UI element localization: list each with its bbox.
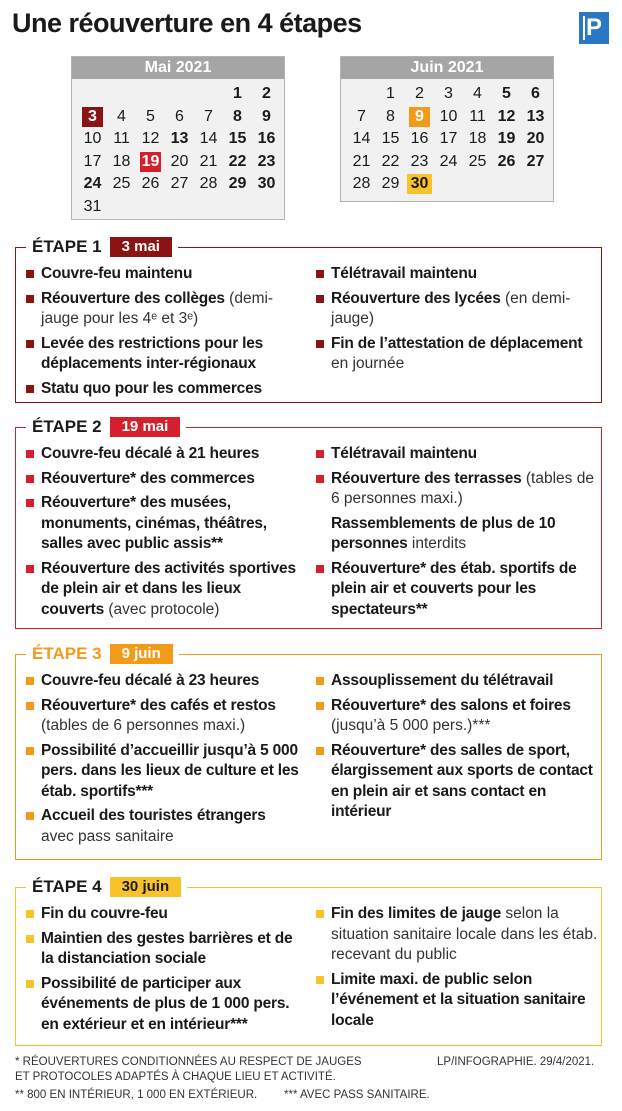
bullet-square-icon [316,295,324,303]
step-item [316,289,601,330]
calendar-day: 5 [502,85,511,102]
calendar-day: 25 [112,175,131,192]
step-item [316,264,601,285]
step-item-text: Statu quo pour les commerces [41,379,262,397]
step-label: ÉTAPE 2 [32,417,102,436]
step-4-box [15,877,602,1046]
step-item-note: (demi-jauge pour les 4ᵉ et 3ᵉ) [41,289,274,327]
credit: LP/INFOGRAPHIE. 29/4/2021. [437,1056,595,1068]
calendar-day: 20 [526,130,545,147]
step-label: ÉTAPE 1 [32,237,102,256]
calendar-day [492,173,521,196]
step-item [26,493,301,555]
step-item [316,671,601,692]
step-item-text: Réouverture des lycées [331,289,501,307]
step-item [316,904,601,966]
step-right-column [316,444,601,624]
calendar-day [107,83,136,106]
step-item-text: Réouverture* des cafés et restos [41,696,276,714]
calendar-day: 31 [83,197,102,215]
step-item [26,904,301,925]
calendar-day: 9 [262,107,271,125]
step-right-column [316,904,601,1035]
step-item-text: Télétravail maintenu [331,445,477,462]
calendar-day: 15 [228,130,247,147]
step-item-text: Couvre-feu décalé à 21 heures [41,445,260,462]
calendar-day [78,83,107,106]
step-item-text: Fin du couvre-feu [41,905,168,922]
calendar-day: 24 [83,175,102,192]
bullet-square-icon [26,910,34,918]
calendar-day: 5 [146,107,155,125]
step-item-note: (en demi-jauge) [331,289,571,327]
calendar-day: 11 [469,107,486,125]
step-date: 9 juin [110,644,173,664]
calendar-day: 4 [473,85,482,102]
step-date: 3 mai [110,237,172,257]
step-item [26,806,301,847]
calendar-day: 6 [175,107,184,125]
calendar-day: 6 [531,85,540,102]
calendar-day: 13 [170,130,189,147]
calendar-day: 17 [83,152,102,170]
step-item-text: Limite maxi. de public selon l’événement et la situation sanitaire locale [331,970,586,1029]
step-item-note: avec pass sanitaire [41,827,174,845]
bullet-square-icon [26,499,34,507]
step-item [316,970,601,1032]
calendar-day: 24 [439,152,458,170]
bullet-square-icon [26,702,34,710]
bullet-square-icon [26,747,34,755]
calendar-day [165,196,194,219]
step-date: 19 mai [110,417,181,437]
step-item-note: (tables de 6 personnes maxi.) [331,469,594,507]
step-item-text: Réouverture des collèges [41,289,225,307]
calendar-day: 17 [439,130,458,147]
calendar-day: 1 [233,85,242,102]
calendar-day: 14 [199,130,218,147]
bullet-square-icon [26,270,34,278]
bullet-square-icon [316,450,324,458]
calendar-day: 23 [410,152,429,170]
calendar-day [136,83,165,106]
step-left-column [26,264,301,403]
calendar-day: 10 [439,107,458,125]
calendar-day [194,196,223,219]
step-item-text: Possibilité de participer aux événements de plus de 1 000 pers. en extérieur et en intérieur*** [41,974,290,1033]
calendar-day: 3 [82,107,103,127]
step-item-text: Réouverture* des étab. sportifs de plein air et couverts pour les spectateurs** [331,559,577,618]
calendar-day: 12 [497,107,516,125]
bullet-square-icon [316,340,324,348]
calendar-day: 2 [415,85,424,102]
step-item-text: Levée des restrictions pour les déplacements inter-régionaux [41,334,264,372]
calendar-day: 4 [117,107,126,125]
calendar-day: 2 [262,85,271,102]
calendar-day: 25 [468,152,487,170]
calendar-day: 22 [381,152,400,170]
calendar-day: 29 [381,175,400,192]
step-item-text: Fin des limites de jauge [331,905,502,922]
page-title: Une réouverture en 4 étapes [12,8,362,38]
bullet-square-icon [316,747,324,755]
calendar-day: 27 [526,152,545,170]
step-title [26,876,187,898]
calendar-day: 3 [444,85,453,102]
calendar-day: 7 [204,107,213,125]
bullet-square-icon [26,812,34,820]
step-item [316,469,601,510]
calendar-grid [72,79,284,218]
step-item-text: Réouverture* des musées, monuments, cinémas, théâtres, salles avec public assis** [41,494,267,552]
step-item [26,264,301,285]
bullet-square-icon [26,935,34,943]
step-item [316,696,601,737]
calendar-day: 30 [407,174,432,194]
step-item [26,671,301,692]
bullet-square-icon [316,976,324,984]
calendar-day: 7 [357,107,366,125]
publisher-logo: P [579,12,609,44]
calendar-day: 14 [352,130,371,147]
calendar-day: 9 [409,107,430,127]
footnote-3: ** 800 EN INTÉRIEUR, 1 000 EN EXTÉRIEUR. [15,1089,258,1101]
calendar-day [463,173,492,196]
bullet-square-icon [26,450,34,458]
step-item-text: Couvre-feu maintenu [41,265,193,282]
calendar-day: 19 [141,152,160,170]
calendar-day: 21 [352,152,371,170]
calendar-day: 11 [113,130,130,147]
step-item-text: Télétravail maintenu [331,265,477,282]
calendar-day: 16 [410,130,429,147]
step-item-note: (jusqu’à 5 000 pers.)*** [331,717,491,734]
step-item-note: (avec protocole) [108,600,220,618]
calendar-day [223,196,252,219]
step-left-column [26,671,301,851]
calendar-day: 30 [257,175,276,192]
calendar-day [434,173,463,196]
calendar-day [252,196,281,219]
calendar-day: 15 [381,130,400,147]
calendar-day: 8 [233,107,242,125]
calendar-day: 10 [83,130,102,147]
footnote-4: *** AVEC PASS SANITAIRE. [284,1089,430,1101]
calendar-day: 29 [228,175,247,192]
step-date: 30 juin [110,877,182,897]
calendar-day [521,173,550,196]
bullet-square-icon [316,910,324,918]
step-item [26,929,301,970]
step-item [316,444,601,465]
calendar-day: 1 [386,85,395,102]
step-item [26,741,301,803]
step-item-note: en journée [331,355,405,372]
calendar-day: 21 [199,152,218,170]
bullet-square-icon [26,340,34,348]
bullet-square-icon [26,565,34,573]
footnote-2: ET PROTOCOLES ADAPTÉS À CHAQUE LIEU ET ACTIVITÉ. [15,1071,336,1083]
step-item-note: selon la situation sanitaire locale dans les étab. recevant du public [331,905,598,963]
bullet-square-icon [316,475,324,483]
calendar-day [165,83,194,106]
step-item [26,334,301,375]
bullet-square-icon [316,565,324,573]
step-3-box [15,644,602,860]
bullet-square-icon [26,295,34,303]
footnote-1: * RÉOUVERTURES CONDITIONNÉES AU RESPECT DE JAUGES [15,1056,362,1068]
bullet-square-icon [316,677,324,685]
calendar-month-label: Mai 2021 [72,57,284,79]
calendar-day: 16 [257,130,276,147]
step-title [26,643,179,665]
step-item-note: (tables de 6 personnes maxi.) [41,717,246,734]
step-item-text: Assouplissement du télétravail [331,672,554,689]
bullet-square-icon [26,677,34,685]
step-item-text: Fin de l’attestation de déplacement [331,334,583,352]
calendar-day [107,196,136,219]
calendar-june [340,56,554,202]
step-item [26,289,301,330]
step-item [316,334,601,375]
step-item-note: interdits [411,535,467,552]
step-right-column [316,671,601,827]
calendar-day [136,196,165,219]
calendar-day: 26 [141,175,160,192]
step-item-text: Réouverture des activités sportives de plein air et dans les lieux couverts [41,559,296,618]
calendar-day: 27 [170,175,189,192]
step-item [26,469,301,490]
step-item-text: Réouverture* des commerces [41,469,255,487]
step-item [26,444,301,465]
step-item [26,974,301,1036]
bullet-square-icon [26,980,34,988]
step-title [26,416,186,438]
step-label: ÉTAPE 3 [32,644,102,663]
calendar-day: 28 [199,175,218,192]
step-item [26,379,301,400]
calendar-day: 18 [468,130,487,147]
step-left-column [26,444,301,624]
step-right-column [316,264,601,379]
step-item-text: Accueil des touristes étrangers [41,807,266,824]
step-item [316,741,601,823]
calendar-grid [341,79,553,196]
bullet-square-icon [26,475,34,483]
bullet-square-icon [316,270,324,278]
step-title [26,236,178,258]
calendar-day: 19 [497,130,516,147]
calendar-day: 26 [497,152,516,170]
step-label: ÉTAPE 4 [32,877,102,896]
step-1-box [15,237,602,403]
calendar-day: 22 [228,152,247,170]
step-item-text: Réouverture des terrasses [331,469,522,487]
step-left-column [26,904,301,1039]
calendar-day: 8 [386,107,395,125]
step-item-text: Réouverture* des salles de sport, élargissement aux sports de contact en plein air et sans contact en intérieur [331,741,593,820]
step-item-text: Couvre-feu décalé à 23 heures [41,672,260,689]
calendar-day: 18 [112,152,131,170]
step-item [26,696,301,737]
calendar-day: 12 [141,130,160,147]
step-item-text: Réouverture* des salons et foires [331,696,571,714]
calendar-day: 28 [352,175,371,192]
calendar-may [71,56,285,220]
step-item [316,559,601,621]
calendar-day [194,83,223,106]
step-2-box [15,417,602,629]
calendar-day: 23 [257,152,276,170]
calendar-day: 20 [170,152,189,170]
step-item-text: Maintien des gestes barrières et de la distanciation sociale [41,929,293,967]
calendar-day [347,83,376,106]
step-item [316,514,601,555]
step-item [26,559,301,621]
bullet-square-icon [316,702,324,710]
calendar-month-label: Juin 2021 [341,57,553,79]
calendar-day: 13 [526,107,545,125]
step-item-text: Rassemblements de plus de 10 personnes [331,514,556,552]
step-item-text: Possibilité d’accueillir jusqu’à 5 000 pers. dans les lieux de culture et les étab. sportifs*** [41,741,299,800]
bullet-square-icon [26,385,34,393]
